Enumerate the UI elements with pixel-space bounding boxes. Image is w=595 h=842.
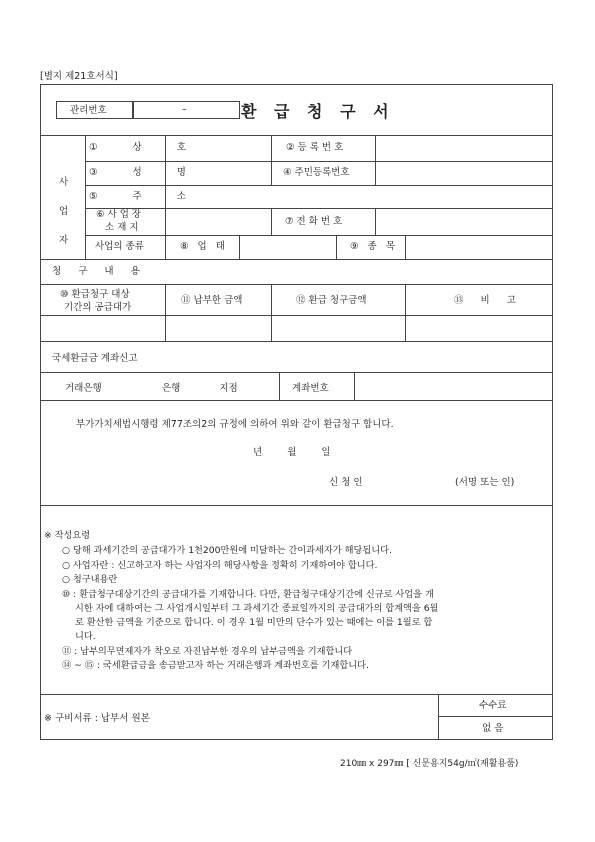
control-no-value: – — [182, 104, 187, 115]
attachments-note: ※ 구비서류 : 납부서 원본 — [44, 713, 150, 724]
bank-branch-label: 은행 지점 — [162, 383, 238, 394]
address-label: ⑤ 주 소 — [89, 191, 186, 202]
claim-col-paid: ⑪ 납부한 금액 — [181, 295, 243, 306]
note-5: ⑪ : 납부의무면제자가 착오로 자진납부한 경우의 납부금액을 기재합니다 — [62, 646, 353, 657]
address-field[interactable] — [166, 186, 552, 207]
form-number: [별지 제21호서식] — [40, 71, 118, 82]
bank-label: 거래은행 — [65, 383, 102, 394]
declaration-date: 년 월 일 — [253, 447, 331, 458]
claim-period-field[interactable] — [41, 316, 164, 340]
account-heading: 국세환급금 계좌신고 — [52, 353, 138, 364]
resident-no-label: ④ 주민등록번호 — [283, 167, 350, 178]
reg-no-label: ② 등 록 번 호 — [286, 142, 344, 153]
business-type-label: 사업의 종류 — [95, 241, 144, 252]
claim-col-refund: ⑫ 환급 청구금액 — [296, 295, 367, 306]
name-field[interactable] — [166, 162, 270, 184]
claim-heading: 청 구 내 용 — [52, 266, 140, 277]
business-item-label: ⑨ 종 목 — [350, 241, 395, 252]
business-side-label-3: 자 — [59, 235, 69, 246]
claim-paid-field[interactable] — [166, 316, 270, 340]
declaration-statement: 부가가치세법시행령 제77조의2의 규정에 의하여 위와 같이 환급청구 합니다. — [76, 419, 394, 430]
fee-value: 없 음 — [482, 723, 504, 734]
form-title: 환 급 청 구 서 — [241, 102, 395, 121]
note-2: ○ 사업자란 : 신고하고자 하는 사업자의 해당사항을 정확히 기재하여야 합니다. — [62, 560, 378, 571]
business-item-field[interactable] — [406, 236, 552, 258]
note-6: ⑭ ~ ⑮ : 국세환급금을 송금받고자 하는 거래은행과 계좌번호를 기재합니다. — [62, 660, 369, 671]
business-category-label: ⑧ 업 태 — [180, 241, 225, 252]
claim-col-period-line1: ⑩ 환급청구 대상 — [60, 289, 130, 300]
note-4d: 니다. — [75, 631, 96, 642]
note-4b: 시한 자에 대하여는 그 사업개시일부터 그 과세기간 종료일까지의 공급대가의 합계액을 6월 — [75, 603, 439, 614]
paper-spec: 210㎜ x 297㎜ [ 신문용지54g/㎡(재활용품) — [340, 759, 519, 769]
account-no-field[interactable] — [355, 373, 552, 399]
note-4a: ⑩ : 환급청구대상기간의 공급대가를 기재합니다. 다만, 환급청구대상기간에 신규로 사업을 개 — [62, 589, 434, 600]
site-location-label-2: 소 재 지 — [105, 222, 139, 233]
notes-heading: ※ 작성요령 — [44, 530, 91, 541]
signature-label: (서명 또는 인) — [455, 477, 515, 488]
account-no-label: 계좌번호 — [292, 383, 329, 394]
note-4c: 로 환산한 금액을 기준으로 합니다. 이 경우 1월 미만의 단수가 있는 때에는 이를 1월로 합 — [75, 617, 433, 628]
business-side-label-1: 사 — [59, 177, 69, 188]
business-side-label-2: 업 — [59, 206, 69, 217]
business-category-field[interactable] — [240, 236, 335, 258]
phone-field[interactable] — [376, 209, 552, 234]
claim-col-period-line2: 기간의 공급대가 — [64, 302, 132, 313]
reg-no-field[interactable] — [376, 136, 552, 160]
claim-refund-field[interactable] — [272, 316, 404, 340]
claim-col-remarks: ⑬ 비 고 — [454, 295, 516, 306]
name-label: ③ 성 명 — [89, 167, 186, 178]
fee-label: 수수료 — [479, 700, 507, 711]
applicant-label: 신 청 인 — [329, 477, 363, 488]
note-3: ○ 청구내용란 — [62, 574, 118, 585]
resident-no-field[interactable] — [376, 162, 552, 184]
trade-name-field[interactable] — [166, 136, 270, 160]
claim-remarks-field[interactable] — [406, 316, 552, 340]
site-location-field[interactable] — [166, 209, 270, 234]
phone-label: ⑦ 전 화 번 호 — [285, 216, 343, 227]
site-location-label-1: ⑥ 사 업 장 — [96, 209, 142, 220]
note-1: ○ 당해 과세기간의 공급대가가 1천200만원에 미달하는 간이과세자가 해당됩니다. — [62, 545, 392, 556]
trade-name-label: ① 상 호 — [89, 142, 186, 153]
control-no-label: 관리번호 — [70, 105, 107, 116]
